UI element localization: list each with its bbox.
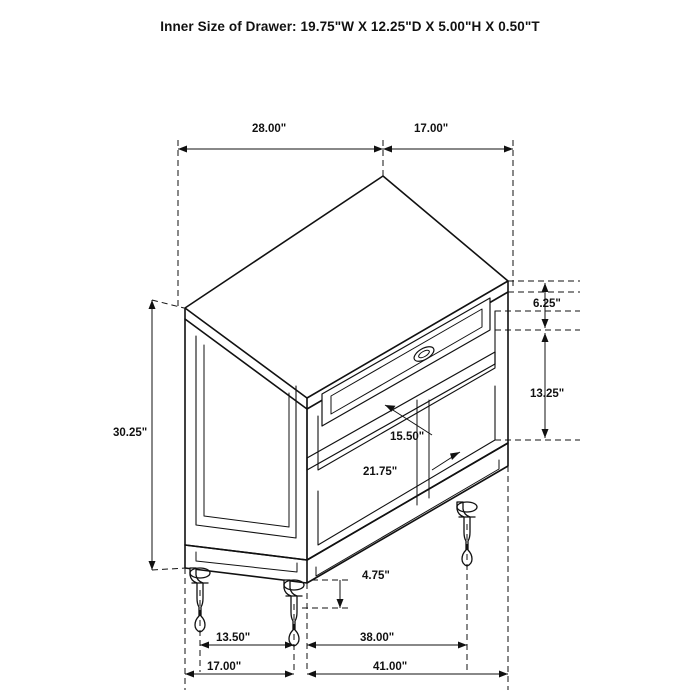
dim-right-top-gap: 6.25" [533,298,561,310]
dim-leg-height: 4.75" [362,570,390,582]
dim-base-left-width: 13.50" [216,632,251,644]
dim-interior-opening-width: 15.50" [390,431,425,443]
dim-bottom-total-width: 41.00" [373,661,408,673]
dim-top-left-width: 28.00" [252,123,287,135]
dim-left-total-height: 30.25" [113,427,148,439]
page-title: Inner Size of Drawer: 19.75"W X 12.25"D X 5.00"H X 0.50"T [160,19,540,34]
dim-base-right-width: 38.00" [360,632,395,644]
dim-bottom-left-width: 17.00" [207,661,242,673]
dim-shelf-width: 21.75" [363,466,398,478]
dim-top-right-depth: 17.00" [414,123,449,135]
dim-right-drawer-height: 13.25" [530,388,565,400]
